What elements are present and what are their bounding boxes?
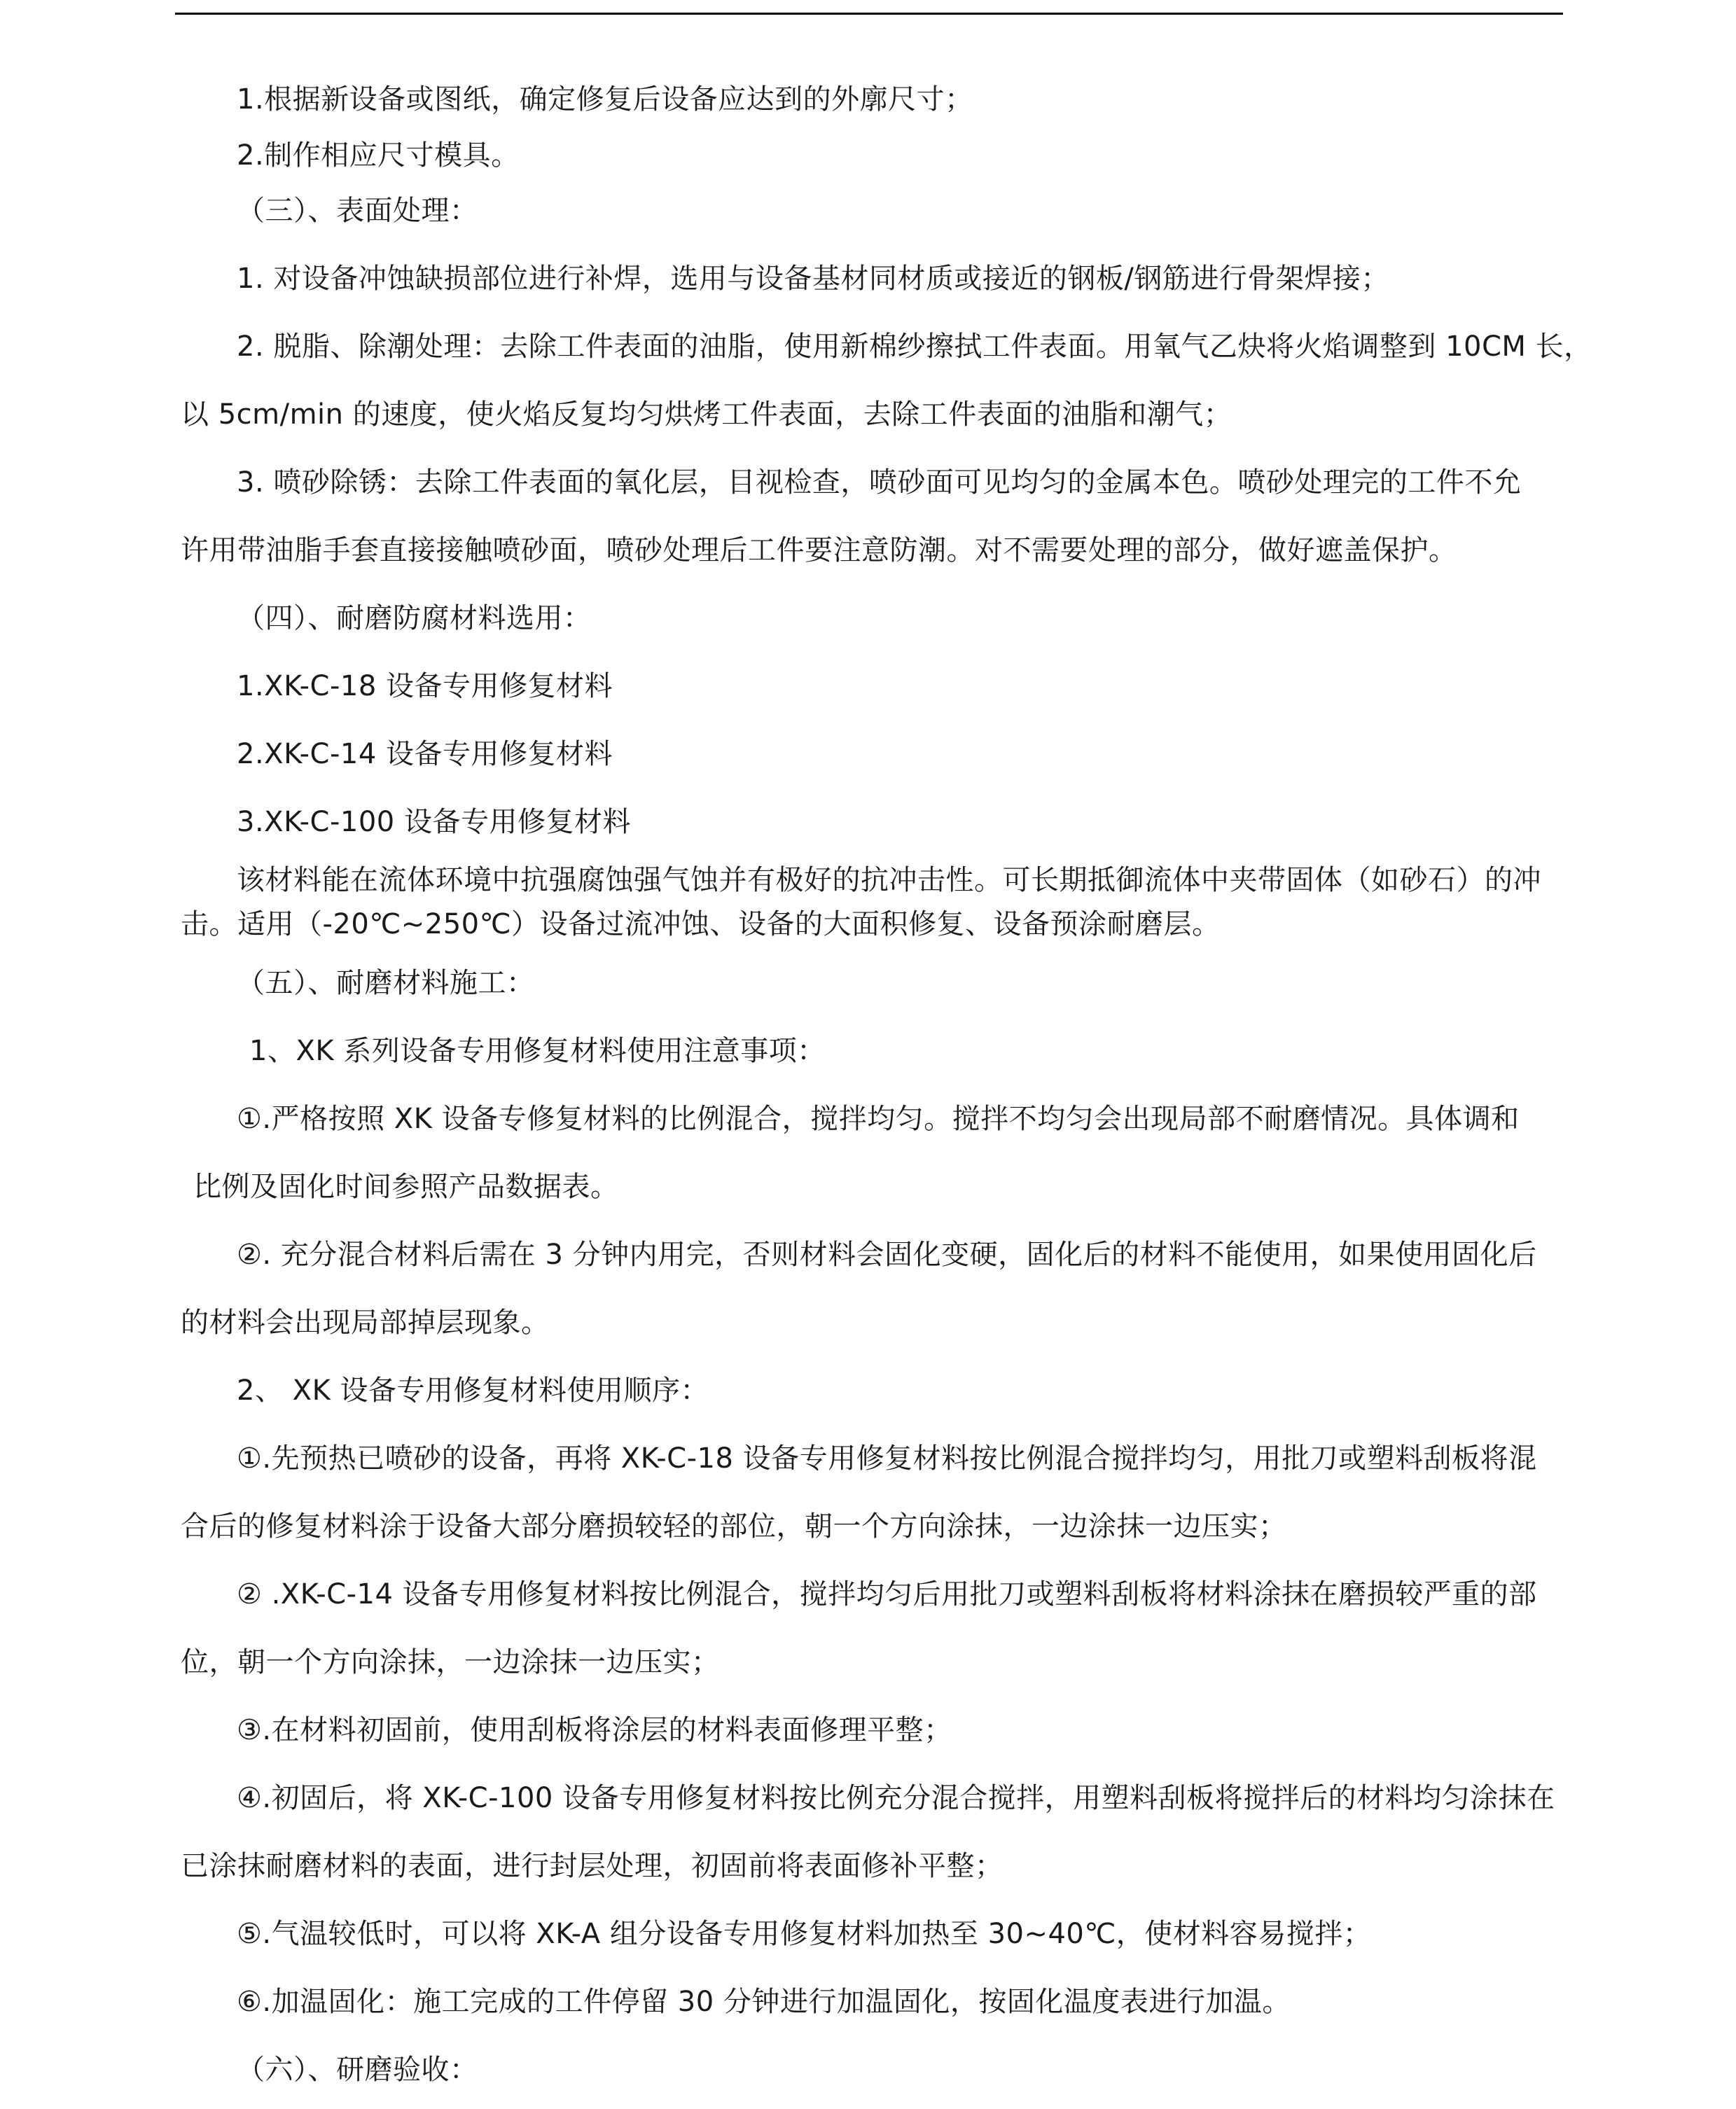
order-step-4-line-2: 已涂抹耐磨材料的表面，进行封层处理，初固前将表面修补平整； [181, 1850, 1004, 1882]
order-step-2-line-2: 位，朝一个方向涂抹，一边涂抹一边压实； [181, 1646, 720, 1678]
material-item-3: 3.XK-C-100 设备专用修复材料 [237, 806, 631, 838]
construction-notes-heading: 1、XK 系列设备专用修复材料使用注意事项： [249, 1035, 826, 1067]
section-heading-surface-treatment: （三）、表面处理： [237, 195, 478, 227]
material-item-1: 1.XK-C-18 设备专用修复材料 [237, 670, 613, 702]
construction-note-2-line-1: ②. 充分混合材料后需在 3 分钟内用完，否则材料会固化变硬，固化后的材料不能使用，如果使用固化后 [237, 1239, 1537, 1271]
surface-step-1: 1. 对设备冲蚀缺损部位进行补焊，选用与设备基材同材质或接近的钢板/钢筋进行骨架焊接； [237, 263, 1389, 295]
order-step-2-line-1: ② .XK-C-14 设备专用修复材料按比例混合，搅拌均匀后用批刀或塑料刮板将材料涂抹在磨损较严重的部 [237, 1578, 1537, 1610]
order-step-6: ⑥.加温固化：施工完成的工件停留 30 分钟进行加温固化，按固化温度表进行加温。 [237, 1986, 1291, 2018]
material-description-line-1: 该材料能在流体环境中抗强腐蚀强气蚀并有极好的抗冲击性。可长期抵御流体中夹带固体（如砂石）的冲 [237, 864, 1541, 896]
order-step-4-line-1: ④.初固后，将 XK-C-100 设备专用修复材料按比例充分混合搅拌，用塑料刮板将搅拌后的材料均匀涂抹在 [237, 1782, 1555, 1814]
surface-step-3-line-1: 3. 喷砂除锈：去除工件表面的氧化层，目视检查，喷砂面可见均匀的金属本色。喷砂处理完的工件不允 [237, 466, 1522, 499]
section-heading-material-selection: （四）、耐磨防腐材料选用： [237, 602, 592, 634]
surface-step-3-line-2: 许用带油脂手套直接接触喷砂面，喷砂处理后工件要注意防潮。对不需要处理的部分，做好遮盖保护。 [181, 534, 1457, 566]
order-step-3: ③.在材料初固前，使用刮板将涂层的材料表面修理平整； [237, 1714, 952, 1746]
step-1-outline-size: 1.根据新设备或图纸，确定修复后设备应达到的外廓尺寸； [237, 83, 973, 116]
surface-step-2-line-1: 2. 脱脂、除潮处理：去除工件表面的油脂，使用新棉纱擦拭工件表面。用氧气乙炔将火焰调整到 10CM 长， [237, 330, 1592, 363]
order-step-5: ⑤.气温较低时，可以将 XK-A 组分设备专用修复材料加热至 30~40℃，使材料容易搅拌； [237, 1918, 1372, 1950]
step-2-make-mold: 2.制作相应尺寸模具。 [237, 139, 520, 172]
order-step-1-line-2: 合后的修复材料涂于设备大部分磨损较轻的部位，朝一个方向涂抹，一边涂抹一边压实； [181, 1510, 1287, 1543]
surface-step-2-line-2: 以 5cm/min 的速度，使火焰反复均匀烘烤工件表面，去除工件表面的油脂和潮气； [181, 398, 1232, 431]
construction-note-2-line-2: 的材料会出现局部掉层现象。 [181, 1307, 550, 1339]
construction-note-1-line-2: 比例及固化时间参照产品数据表。 [193, 1171, 619, 1203]
material-description-line-2: 击。适用（-20℃~250℃）设备过流冲蚀、设备的大面积修复、设备预涂耐磨层。 [181, 908, 1221, 940]
header-rule [175, 13, 1563, 15]
section-heading-grinding-acceptance: （六）、研磨验收： [237, 2054, 478, 2086]
construction-note-1-line-1: ①.严格按照 XK 设备专修复材料的比例混合，搅拌均匀。搅拌不均匀会出现局部不耐磨情况。具体调和 [237, 1103, 1520, 1135]
construction-order-heading: 2、 XK 设备专用修复材料使用顺序： [237, 1374, 709, 1407]
section-heading-construction: （五）、耐磨材料施工： [237, 967, 535, 999]
order-step-1-line-1: ①.先预热已喷砂的设备，再将 XK-C-18 设备专用修复材料按比例混合搅拌均匀，用批刀或塑料刮板将混 [237, 1442, 1537, 1475]
material-item-2: 2.XK-C-14 设备专用修复材料 [237, 738, 613, 770]
